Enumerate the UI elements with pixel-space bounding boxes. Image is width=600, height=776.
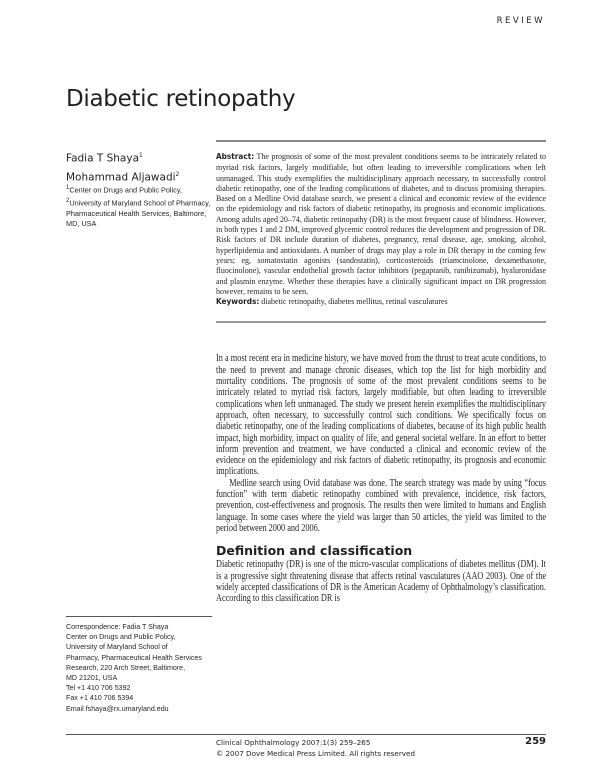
author-list: [66, 148, 179, 185]
author-name: Fadia T Shaya: [66, 152, 140, 165]
paragraph: Diabetic retinopathy (DR) is one of the micro-vascular complications of diabetes mellitus (DM). It is a progressive sight threatening disease that affects retinal vasculatures (AAO 2003). One of the widely accepted classifications of DR is the American Academy of Ophthalmology’s classification. According to this classification DR is: [216, 559, 546, 605]
affil-sup: 2: [66, 197, 70, 204]
corr-line: University of Maryland School of: [66, 643, 168, 652]
keywords: diabetic retinopathy, diabetes mellitus, retinal vasculatures: [261, 296, 448, 307]
corr-line: Pharmacy, Pharmaceutical Health Services: [66, 653, 202, 662]
article-title: Diabetic retinopathy: [66, 86, 296, 112]
corr-line: Tel +1 410 706 5392: [66, 684, 131, 693]
abstract-content: [216, 151, 546, 307]
corr-line: Research, 220 Arch Street, Baltimore,: [66, 663, 186, 672]
affiliation: [66, 196, 212, 230]
keywords-label: Keywords:: [216, 297, 260, 307]
section-label: REVIEW: [496, 16, 545, 26]
corr-line: MD 21201, USA: [66, 674, 118, 683]
author-sup: 2: [175, 170, 180, 178]
corr-line: Center on Drugs and Public Policy,: [66, 633, 176, 642]
footer-divider: [66, 734, 546, 735]
abstract-divider: [216, 321, 546, 323]
page-number: 259: [525, 736, 546, 747]
paragraph: In a most recent era in medicine history, we have moved from the thrust to treat acute conditions, to the need to prevent and manage chronic diseases, which top the list for high morbidity and mortality conditions. The prognosis of some of the most prevalent conditions seems to be intricately related to myriad risk factors, largely modifiable, but often leading to irreversible complications when left unmanaged. The study we present herein exemplifies the multidisciplinary approach, often necessary, to successfully control such conditions. We specifically focus on diabetic retinopathy, one of the leading complications of diabetes, because of its high public health impact, high morbidity, impact on quality of life, and general societal welfare. In an effort to better inform prevention and treatment, we have conducted a clinical and economic review of the evidence on the epidemiology and risk factors of diabetic retinopathy, its prognosis and economic implications.: [216, 353, 546, 478]
footer: [216, 737, 415, 759]
abstract-text: The prognosis of some of the most prevalent conditions seems to be intricately related to myriad risk factors, largely modifiable, but often leading to irreversible complications when left unmanaged. This study exemplifies the multidisciplinary approach necessary, to successfully control diabetic retinopathy, one of the leading complications of diabetes, and to discuss promising therapies. Based on a Medline Ovid database search, we present a clinical and economic review of the evidence on the epidemiology and risk factors of diabetic retinopathy, its prognosis and economic implications. Among adults aged 20–74, diabetic retinopathy (DR) is the most frequent cause of blindness. However, in both types 1 and 2 DM, improved glycemic control reduces the development and progression of DR. Risk factors of DR include duration of diabetes, pregnancy, renal disease, age, smoking, alcohol, hyperlipidemia and antioxidants. A number of drugs may play a role in DR therapy in the coming few years; eg, somatostatin agonists (sandostatin), corticosteroids (triamcinolone, dexamethasone, fluocinolone), vascular endothelial growth factor inhibitors (pegaptanib, ranibizumab), hyaluronidase and plasmin enzyme. Whether these therapies have a clinically significant impact on DR progression however, remains to be seen.: [216, 151, 547, 296]
author: [66, 148, 179, 167]
abstract-label: Abstract:: [216, 152, 255, 161]
paragraph: Medline search using Ovid database was done. The search strategy was made by using “focus function” with term diabetic retinopathy combined with prevalence, incidence, risk factors, prevention, cost-effectiveness and prognosis. The results then were limited to humans and English language. In some cases where the yield was larger than 50 articles, the yield was limited to the period between 2000 and 2006.: [216, 477, 546, 534]
journal-citation: Clinical Ophthalmology 2007:1(3) 259–265: [216, 738, 371, 747]
corr-line: Fax +1 410 706 5394: [66, 694, 134, 703]
author-name: Mohammad Aljawadi: [66, 171, 176, 183]
intro-paragraphs: [216, 353, 546, 534]
abstract: [216, 140, 546, 307]
affiliations: [66, 183, 212, 230]
main-column: [216, 140, 546, 604]
corr-line: Correspondence: Fadia T Shaya: [66, 623, 169, 631]
affiliation: [66, 183, 212, 196]
affil-text: Center on Drugs and Public Policy,: [69, 185, 182, 195]
affil-text: University of Maryland School of Pharmacy, Pharmaceutical Health Services, Baltimore, MD, USA: [66, 198, 211, 229]
definition-paragraphs: [216, 559, 546, 604]
section-heading: Definition and classification: [216, 543, 413, 559]
corr-email[interactable]: Email fshaya@rx.umaryland.edu: [66, 704, 169, 713]
author-sup: 1: [139, 152, 143, 159]
correspondence: [66, 616, 212, 714]
copyright: © 2007 Dove Medical Press Limited. All rights reserved: [216, 749, 416, 758]
body-text: [216, 353, 546, 604]
affil-sup: 1: [66, 185, 70, 191]
